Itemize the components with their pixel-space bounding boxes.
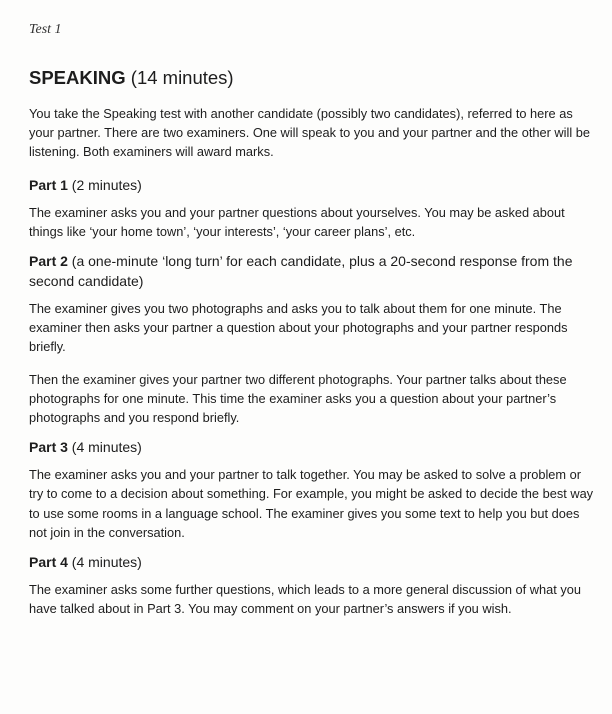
title-duration: (14 minutes) [125, 67, 234, 88]
part-1-heading [29, 175, 597, 195]
page-title [29, 66, 597, 90]
part-2-detail: (a one-minute ‘long turn’ for each candidate, plus a 20-second response from the second candidate) [29, 253, 573, 290]
part-4-label: Part 4 [29, 554, 68, 571]
page-content [29, 66, 597, 628]
running-head: Test 1 [29, 22, 62, 37]
part-1-section [29, 175, 597, 241]
part-4-heading [29, 552, 597, 572]
title-strong: SPEAKING [29, 67, 126, 88]
intro-paragraph: You take the Speaking test with another candidate (possibly two candidates), referred to here as your partner. There are two examiners. One will speak to you and your partner and the other will be listening. Both examiners will award marks. [29, 106, 590, 160]
paragraph-spacer [29, 357, 597, 370]
part-3-paragraph: The examiner asks you and your partner to talk together. You may be asked to solve a problem or try to come to a decision about something. For example, you might be asked to decide the best way to use some rooms in a language school. The examiner gives you some text to help you but does not join in the conversation. [29, 467, 594, 540]
part-4-paragraph: The examiner asks some further questions, which leads to a more general discussion of what you have talked about in Part 3. You may comment on your partner’s answers if you wish. [29, 582, 581, 617]
part-1-detail: (2 minutes) [67, 176, 142, 193]
part-4-detail: (4 minutes) [67, 554, 142, 571]
part-3-label: Part 3 [29, 439, 68, 456]
part-1-label: Part 1 [29, 176, 68, 193]
part-2-paragraph-1: The examiner gives you two photographs and asks you to talk about them for one minute. The examiner then asks your partner a question about your photographs and your partner responds briefly. [29, 301, 568, 355]
part-2-heading [29, 251, 597, 291]
part-2-paragraph-2: Then the examiner gives your partner two different photographs. Your partner talks about these photographs for one minute. This time the examiner asks you a question about your partner’s photographs and you respond briefly. [29, 371, 567, 426]
part-1-paragraph: The examiner asks you and your partner questions about yourselves. You may be asked about things like ‘your home town’, ‘your interests’, ‘your career plans’, etc. [29, 204, 565, 239]
part-2-label: Part 2 [29, 253, 68, 270]
part-2-section [29, 251, 597, 427]
part-4-section [29, 552, 597, 618]
part-3-detail: (4 minutes) [67, 439, 142, 456]
part-3-section [29, 437, 597, 542]
part-3-heading [29, 437, 597, 457]
